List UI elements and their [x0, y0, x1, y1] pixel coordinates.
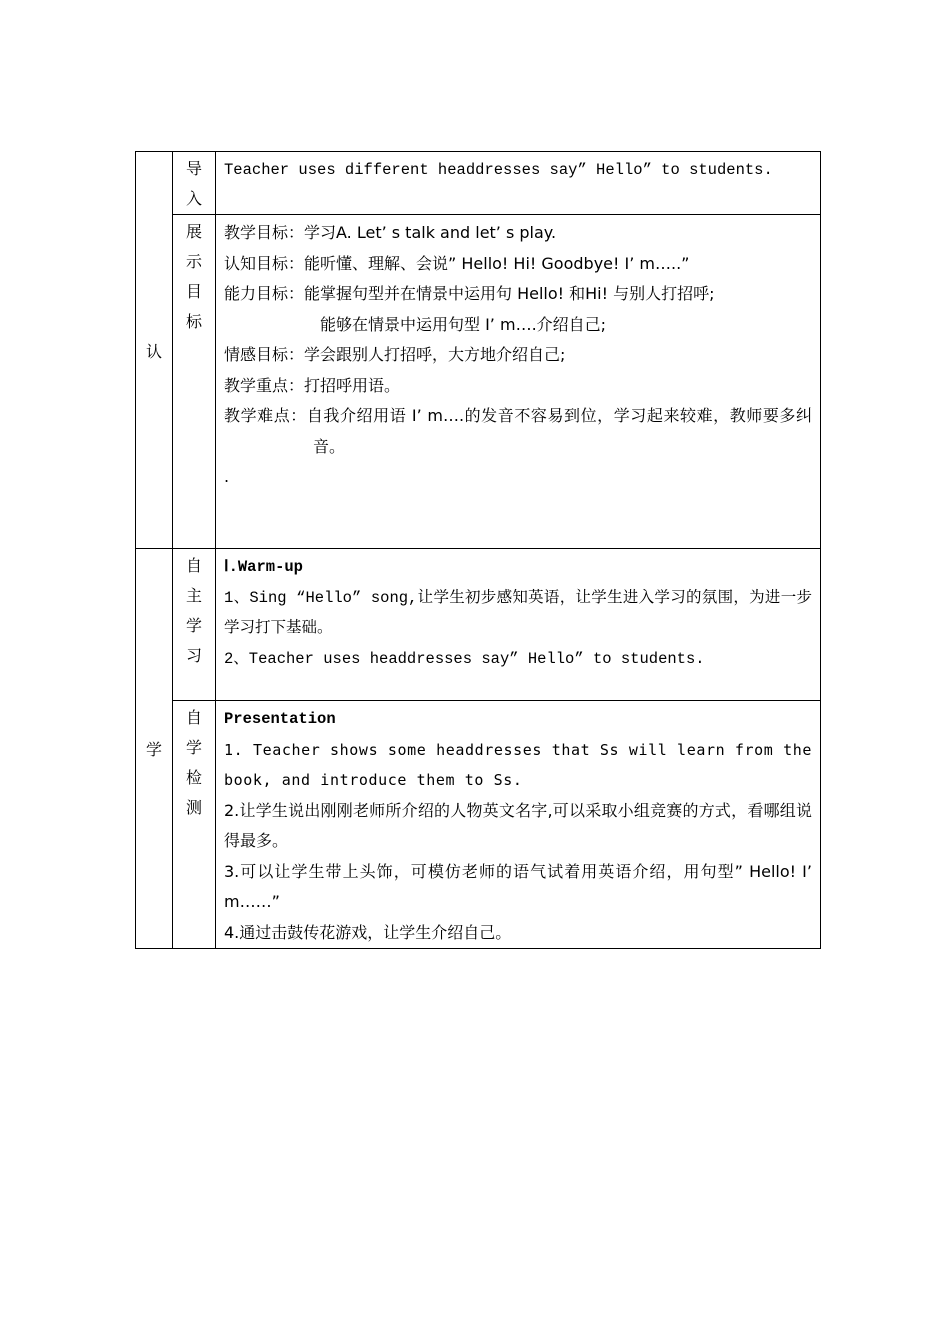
- presentation-item: 4.通过击鼓传花游戏，让学生介绍自己。: [224, 922, 512, 942]
- step-label-char: 标: [185, 312, 202, 331]
- teaching-goal: 教学目标：学习A. Let’ s talk and let’ s play.: [224, 223, 557, 242]
- row-zhanshi: [136, 215, 821, 549]
- content-cell-zizhu: [216, 549, 821, 701]
- difficult-point: 教学难点：自我介绍用语 I’ m….的发音不容易到位，学习起来较难，教师要多纠音。: [224, 406, 812, 456]
- step-label-char: 习: [185, 646, 202, 665]
- step-label-char: 测: [185, 798, 202, 817]
- step-label-char: 入: [185, 189, 202, 208]
- daoru-text: Teacher uses different headdresses say” Hello” to students.: [224, 161, 773, 179]
- content-cell-jiance: [216, 701, 821, 949]
- presentation-item: 2.让学生说出刚刚老师所介绍的人物英文名字,可以采取小组竞赛的方式，看哪组说得最多。: [224, 800, 812, 850]
- step-cell-jiance: [173, 701, 216, 949]
- cognitive-goal: 认知目标：能听懂、理解、会说” Hello! Hi! Goodbye! I’ m…..”: [224, 253, 690, 273]
- presentation-item: 1. Teacher shows some headdresses that Ss will learn from the book, and introduce them to Ss.: [224, 740, 812, 789]
- content-cell-daoru: [216, 152, 821, 215]
- key-point: 教学重点：打招呼用语。: [224, 375, 401, 395]
- step-label-char: 目: [185, 282, 202, 301]
- row-zizhu: [136, 549, 821, 701]
- ability-goal-2: 能够在情景中运用句型 I’ m….介绍自己;: [320, 314, 607, 334]
- step-cell-daoru: [173, 152, 216, 215]
- step-label-char: 展: [185, 222, 202, 241]
- step-label-char: 检: [185, 768, 202, 787]
- step-label-char: 示: [185, 252, 202, 271]
- step-cell-zhanshi: [173, 215, 216, 549]
- emotional-goal: 情感目标：学会跟别人打招呼，大方地介绍自己;: [224, 345, 566, 364]
- step-label-char: 主: [185, 586, 202, 605]
- warmup-item: 1、Sing “Hello” song,让学生初步感知英语，让学生进入学习的氛围，为进一步学习打下基础。: [224, 588, 812, 637]
- step-label-char: 导: [185, 159, 202, 178]
- lesson-plan-table: [135, 151, 821, 949]
- presentation-item: 3.可以让学生带上头饰，可模仿老师的语气试着用英语介绍，用句型” Hello! I’ m……”: [224, 861, 812, 911]
- content-cell-zhanshi: [216, 215, 821, 549]
- step-label-char: 自: [185, 708, 202, 727]
- phase-label-ren: 认: [145, 341, 162, 361]
- phase-label-xue: 学: [145, 740, 162, 759]
- step-label-char: 学: [185, 616, 202, 635]
- warmup-item: 2、Teacher uses headdresses say” Hello” to students.: [224, 649, 705, 668]
- warmup-heading: Ⅰ.Warm-up: [224, 558, 303, 576]
- row-daoru: [136, 152, 821, 215]
- trailing-dot: .: [224, 467, 230, 486]
- step-label-char: 学: [185, 738, 202, 757]
- phase-cell-xue: [136, 549, 173, 949]
- presentation-heading: Presentation: [224, 710, 336, 728]
- ability-goal: 能力目标：能掌握句型并在情景中运用句 Hello! 和Hi! 与别人打招呼;: [224, 284, 715, 303]
- phase-cell-ren: [136, 152, 173, 549]
- step-label-char: 自: [185, 556, 202, 575]
- step-cell-zizhu: [173, 549, 216, 701]
- row-jiance: [136, 701, 821, 949]
